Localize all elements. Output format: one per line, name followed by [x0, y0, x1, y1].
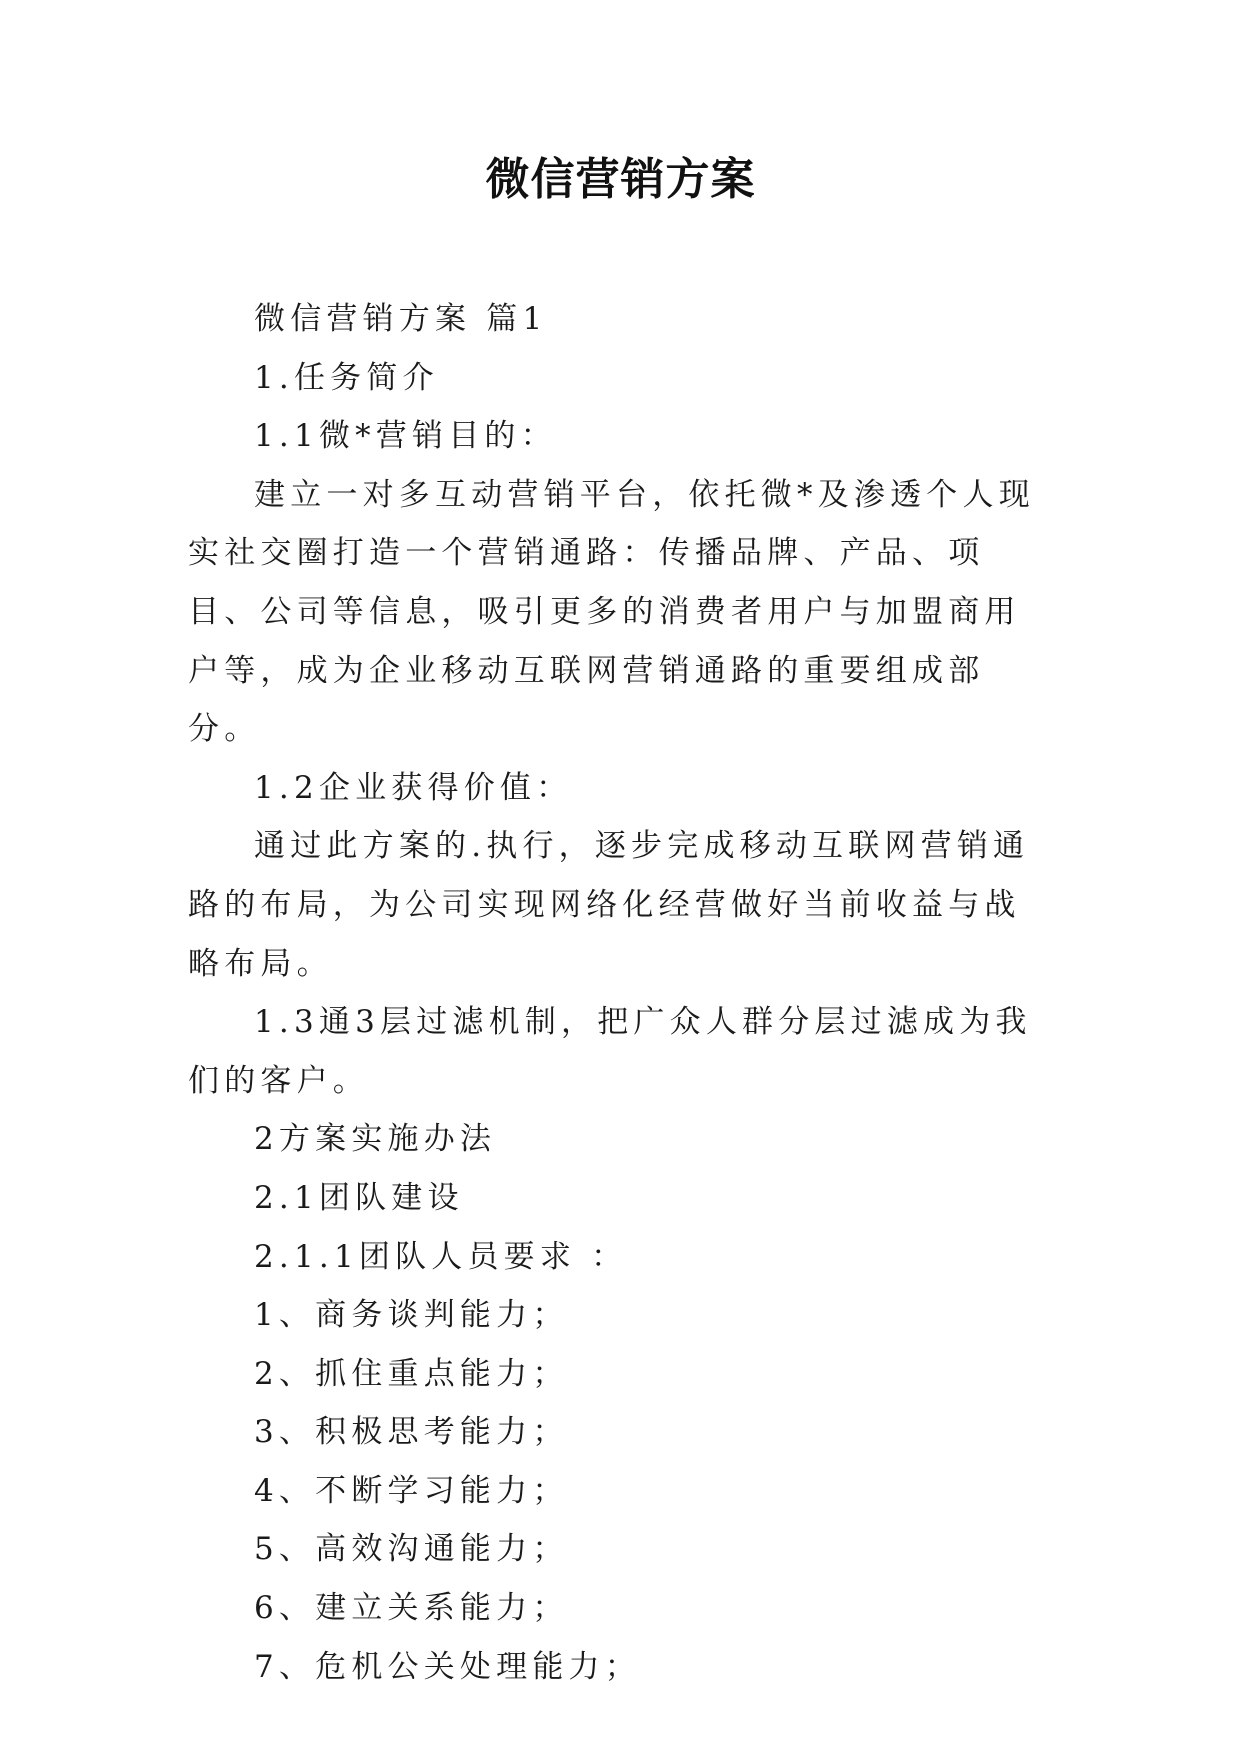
document-title: 微信营销方案 [485, 154, 756, 205]
paragraph-implementation-heading: 2方案实施办法 [254, 1121, 497, 1158]
paragraph-team-building-heading: 2.1团队建设 [254, 1179, 464, 1216]
paragraph-team-requirements-heading: 2.1.1团队人员要求 ： [254, 1238, 628, 1275]
list-item: 3、积极思考能力； [254, 1414, 569, 1451]
paragraph-value: 通过此方案的.执行，逐步完成移动互联网营销通路的布局，为公司实现网络化经营做好当前收益与战略布局。 [188, 828, 1030, 982]
paragraph-marketing-goal: 建立一对多互动营销平台，依托微*及渗透个人现实社交圈打造一个营销通路：传播品牌、产品、项目、公司等信息，吸引更多的消费者用户与加盟商用户等，成为企业移动互联网营销通路的重要组成部分。 [188, 476, 1035, 748]
list-item: 4、不断学习能力； [254, 1472, 569, 1509]
paragraph-filter-mechanism: 1.3通3层过滤机制，把广众人群分层过滤成为我们的客户。 [188, 1004, 1032, 1099]
paragraph-section-heading: 微信营销方案 篇1 [254, 301, 548, 337]
paragraph-value-heading: 1.2企业获得价值： [254, 769, 573, 806]
list-item: 5、高效沟通能力； [254, 1531, 569, 1568]
list-item: 7、危机公关处理能力； [254, 1648, 641, 1685]
paragraph-marketing-goal-heading: 1.1微*营销目的： [254, 418, 557, 455]
list-item: 1、商务谈判能力； [254, 1297, 569, 1334]
document-body [188, 290, 1053, 1696]
list-item: 6、建立关系能力； [254, 1590, 569, 1627]
list-item: 2、抓住重点能力； [254, 1355, 569, 1392]
paragraph-task-intro: 1.任务简介 [254, 359, 439, 396]
